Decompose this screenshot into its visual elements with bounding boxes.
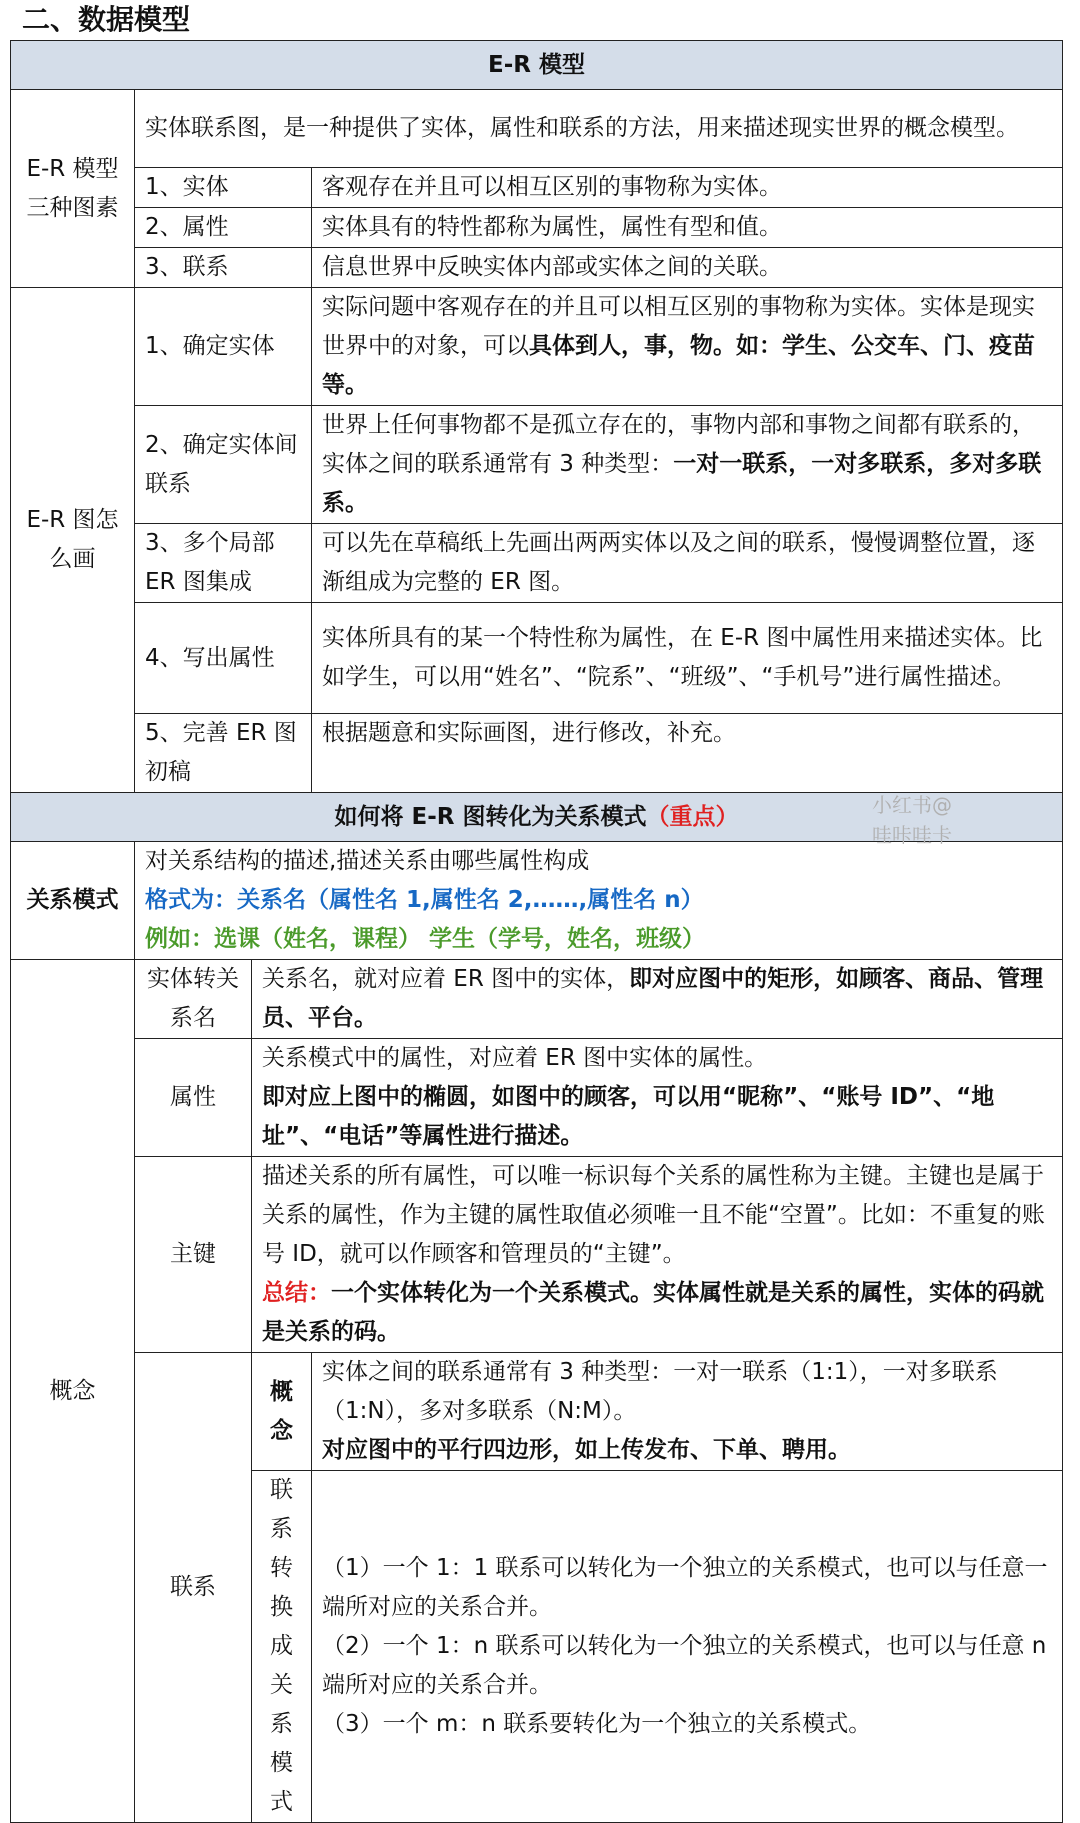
- step-value: 实体所具有的某一个特性称为属性，在 E-R 图中属性用来描述实体。比如学生，可以用“姓名”、“院系”、“班级”、“手机号”进行属性描述。: [312, 603, 1063, 714]
- step-value: 根据题意和实际画图，进行修改，补充。: [312, 714, 1063, 793]
- element-value: 客观存在并且可以相互区别的事物称为实体。: [312, 168, 1063, 208]
- concept-key: 属性: [135, 1039, 252, 1157]
- element-value: 实体具有的特性都称为属性，属性有型和值。: [312, 208, 1063, 248]
- concept-label: 概念: [11, 960, 135, 1823]
- step-key: 4、写出属性: [135, 603, 312, 714]
- howto-label: E-R 图怎么画: [11, 288, 135, 793]
- step-value: 世界上任何事物都不是孤立存在的，事物内部和事物之间都有联系的，实体之间的联系通常有 3 种类型：一对一联系，一对多联系，多对多联系。: [312, 406, 1063, 524]
- element-key: 2、属性: [135, 208, 312, 248]
- concept-value: 关系模式中的属性，对应着 ER 图中实体的属性。 即对应上图中的椭圆，如图中的顾客，可以用“昵称”、“账号 ID”、“地址”、“电话”等属性进行描述。: [252, 1039, 1063, 1157]
- er-elements-label: E-R 模型三种图素: [11, 90, 135, 288]
- concept-key: 实体转关系名: [135, 960, 252, 1039]
- schema-desc: 对关系结构的描述,描述关系由哪些属性构成 格式为：关系名（属性名 1,属性名 2,……,属性名 n） 例如：选课（姓名，课程） 学生（学号，姓名，班级）: [135, 842, 1063, 960]
- step-key: 1、确定实体: [135, 288, 312, 406]
- schema-label: 关系模式: [11, 842, 135, 960]
- step-value: 实际问题中客观存在的并且可以相互区别的事物称为实体。实体是现实世界中的对象，可以具体到人，事，物。如：学生、公交车、门、疫苗等。: [312, 288, 1063, 406]
- step-key: 5、完善 ER 图初稿: [135, 714, 312, 793]
- relation-label: 联系: [135, 1353, 252, 1823]
- concept-value: 描述关系的所有属性，可以唯一标识每个关系的属性称为主键。主键也是属于关系的属性，作为主键的属性取值必须唯一且不能“空置”。比如：不重复的账号 ID，就可以作顾客和管理员的“主键”。 总结：一个实体转化为一个关系模式。实体属性就是关系的属性，实体的码就是关系的码。: [252, 1157, 1063, 1353]
- data-model-table: [10, 40, 1063, 1823]
- element-value: 信息世界中反映实体内部或实体之间的关联。: [312, 248, 1063, 288]
- er-model-header: E-R 模型: [11, 41, 1063, 90]
- relation-sub-key: 概念: [252, 1353, 312, 1471]
- er-elements-desc: 实体联系图，是一种提供了实体，属性和联系的方法，用来描述现实世界的概念模型。: [135, 90, 1063, 168]
- watermark: 小红书@ 哇咔哇卡: [872, 793, 952, 847]
- convert-header: 如何将 E-R 图转化为关系模式（重点）: [11, 793, 1063, 842]
- step-key: 3、多个局部 ER 图集成: [135, 524, 312, 603]
- step-key: 2、确定实体间联系: [135, 406, 312, 524]
- element-key: 1、实体: [135, 168, 312, 208]
- step-value: 可以先在草稿纸上先画出两两实体以及之间的联系，慢慢调整位置，逐渐组成为完整的 ER 图。: [312, 524, 1063, 603]
- relation-sub-key: 联系转换成关系模式: [252, 1471, 312, 1823]
- page-title: 二、数据模型: [22, 3, 191, 36]
- concept-key: 主键: [135, 1157, 252, 1353]
- element-key: 3、联系: [135, 248, 312, 288]
- relation-sub-value: 实体之间的联系通常有 3 种类型：一对一联系（1:1），一对多联系（1:N），多对多联系（N:M）。 对应图中的平行四边形，如上传发布、下单、聘用。: [312, 1353, 1063, 1471]
- concept-value: 关系名，就对应着 ER 图中的实体，即对应图中的矩形，如顾客、商品、管理员、平台。: [252, 960, 1063, 1039]
- relation-sub-value: （1）一个 1：1 联系可以转化为一个独立的关系模式，也可以与任意一端所对应的关系合并。 （2）一个 1：n 联系可以转化为一个独立的关系模式，也可以与任意 n 端所对应的关系合并。 （3）一个 m：n 联系要转化为一个独立的关系模式。: [312, 1471, 1063, 1823]
